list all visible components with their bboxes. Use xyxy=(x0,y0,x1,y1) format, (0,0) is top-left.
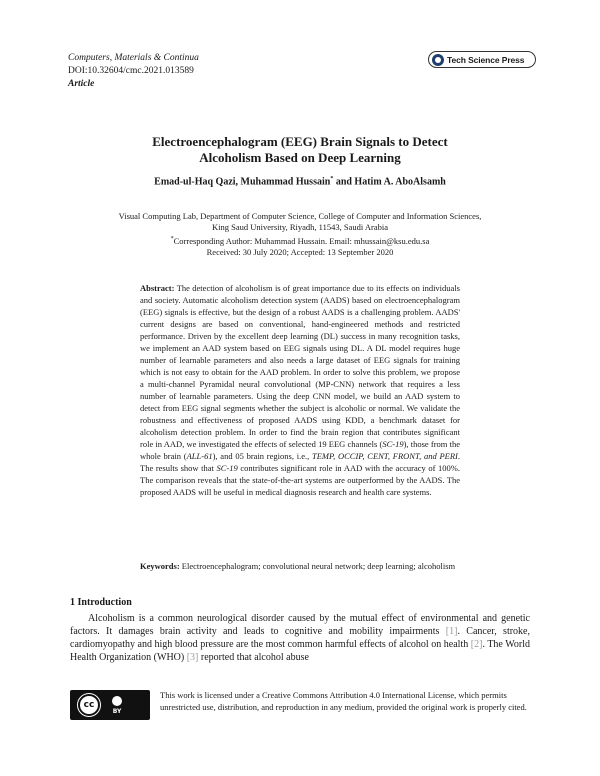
affiliation-line: Visual Computing Lab, Department of Computer Science, College of Computer and Information Sciences, xyxy=(118,211,482,221)
publisher-name: Tech Science Press xyxy=(447,54,525,65)
corresponding-author: *Corresponding Author: Muhammad Hussain. Email: mhussain@ksu.edu.sa xyxy=(170,235,430,246)
authors xyxy=(70,176,530,187)
author-names: Emad-ul-Haq Qazi, Muhammad Hussain xyxy=(154,176,331,188)
license-text: This work is licensed under a Creative Commons Attribution 4.0 International License, which permits unrestricted use, distribution, and reproduction in any medium, provided the original work is properly cited. xyxy=(160,690,527,712)
keywords-text: Electroencephalogram; convolutional neural network; deep learning; alcoholism xyxy=(179,561,456,571)
abstract: Abstract: The detection of alcoholism is of great importance due to its effects on individuals and society. Automatic alcoholism detection system (AADS) based on electroencephalogram (EEG) signals is effective, but the design of a robust AADS is a challenging problem. AADS' current designs are based on conventional, hand-engineered methods and restricted performance. Driven by the excellent deep learning (DL) success in many recognition tasks, we implement an AAD system based on EEG signals using DL. A DL model requires huge number of learnable parameters and also needs a large dataset of EEG signals for training which is not easy to obtain for the AAD problem. In order to solve this problem, we propose a multi-channel Pyramidal neural convolutional (MP-CNN) network that requires a less number of learnable parameters. Using the deep CNN model, we build an AAD system to detect from EEG signal segments whether the subject is alcoholic or normal. We validate the robustness and effectiveness of proposed AADS using KDD, a benchmark dataset for alcoholism detection problem. In order to find the brain region that contributes significant role in AAD, we investigated the effects of selected 19 EEG channels (SC-19), those from the whole brain (ALL-61), and 05 brain regions, i.e., TEMP, OCCIP, CENT, FRONT, and PERI. The results show that SC-19 contributes significant role in AAD with the accuracy of 100%. The comparison reveals that the state-of-the-art systems are outperformed by the AADS. The proposed AADS will be useful in medical diagnosis research and health care systems. xyxy=(140,283,460,497)
received-dates: Received: 30 July 2020; Accepted: 13 September 2020 xyxy=(206,246,394,257)
title-line: Electroencephalogram (EEG) Brain Signals to Detect xyxy=(152,134,448,149)
by-icon xyxy=(112,696,122,715)
journal-header xyxy=(68,52,199,91)
keywords xyxy=(140,560,460,572)
keywords-label: Keywords: xyxy=(140,561,180,571)
affiliation-line: King Saud University, Riyadh, 11543, Saudi Arabia xyxy=(212,222,388,233)
doi[interactable]: DOI:10.32604/cmc.2021.013589 xyxy=(68,66,194,76)
person-icon xyxy=(112,696,122,706)
citation-link[interactable]: [3] xyxy=(186,652,199,663)
author-names-rest: and Hatim A. AboAlsamh xyxy=(333,176,446,188)
by-label: BY xyxy=(112,707,122,715)
citation-link[interactable]: [2] xyxy=(470,639,483,650)
affiliation xyxy=(70,211,530,258)
abstract-label: Abstract: xyxy=(140,283,175,293)
corresponding-marker: * xyxy=(330,176,334,182)
cc-by-license-icon[interactable] xyxy=(70,690,150,720)
publisher-logo-icon xyxy=(432,54,444,66)
introduction-paragraph: Alcoholism is a common neurological disorder caused by the mutual effect of environmental and genetic factors. It damages brain activity and leads to cognitive and mobility impairments [1]. Cancer, stroke, cardiomyopathy and high blood pressure are the most common harmful effects of alcohol on health [2]. The World Health Organization (WHO) [3] reported that alcohol abuse xyxy=(70,613,530,663)
title-line: Alcoholism Based on Deep Learning xyxy=(199,150,401,165)
article-type: Article xyxy=(68,79,95,89)
publisher-badge xyxy=(428,51,536,68)
citation-link[interactable]: [1] xyxy=(445,626,458,637)
section-heading: 1 Introduction xyxy=(70,597,132,608)
journal-name: Computers, Materials & Continua xyxy=(68,53,199,63)
paper-title xyxy=(90,134,510,166)
cc-icon: cc xyxy=(78,694,100,716)
